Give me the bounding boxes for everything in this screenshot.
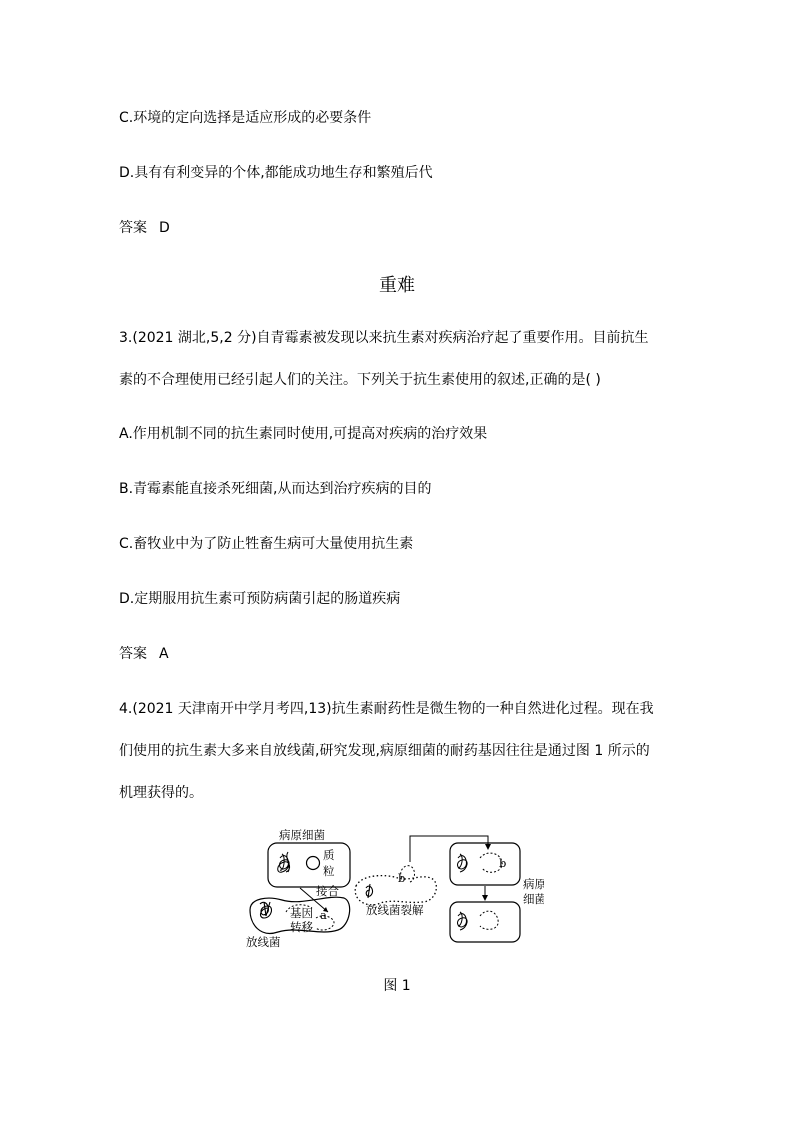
q2-option-c: C.环境的定向选择是适应形成的必要条件	[119, 110, 372, 126]
label-pathogen-top: 病原细菌	[279, 828, 325, 842]
label-gene-1: 基因	[290, 906, 313, 920]
q2-answer	[119, 218, 170, 238]
q3-stem-line-1: 3.(2021 湖北,5,2 分)自青霉素被发现以来抗生素对疾病治疗起了重要作用。目前抗生	[119, 330, 649, 346]
plasmid-b-bottom	[480, 911, 498, 929]
actinomycete-chromosome	[260, 902, 271, 918]
answer-label: 答案	[119, 646, 147, 662]
label-lysis: 放线菌裂解	[366, 903, 424, 917]
q2-option-d: D.具有有利变异的个体,都能成功地生存和繁殖后代	[119, 165, 433, 181]
q3-answer	[119, 644, 169, 664]
q3-option-c: C.畜牧业中为了防止牲畜生病可大量使用抗生素	[119, 536, 414, 552]
label-plasmid-2: 粒	[323, 864, 335, 878]
lysed-chromosome	[366, 884, 373, 898]
section-title: 重难	[379, 275, 415, 296]
q3-stem-line-2: 素的不合理使用已经引起人们的关注。下列关于抗生素使用的叙述,正确的是( )	[119, 372, 601, 388]
q4-stem-line-1: 4.(2021 天津南开中学月考四,13)抗生素耐药性是微生物的一种自然进化过程。现在我	[119, 701, 654, 717]
label-actinomycete: 放线菌	[246, 935, 281, 949]
label-pathogen-right-1: 病原	[523, 877, 544, 891]
pathogen-cell-right-top	[450, 843, 520, 885]
label-conjugation: 接合	[316, 884, 339, 898]
q4-stem-line-2: 们使用的抗生素大多来自放线菌,研究发现,病原细菌的耐药基因往往是通过图 1 所示的	[119, 743, 650, 759]
q3-option-a: A.作用机制不同的抗生素同时使用,可提高对疾病的治疗效果	[119, 426, 488, 442]
label-pathogen-right-2: 细菌	[523, 892, 544, 906]
q3-option-d: D.定期服用抗生素可预防病菌引起的肠道疾病	[119, 591, 401, 607]
uptake-arrow	[410, 836, 488, 862]
answer-value: D	[159, 220, 170, 236]
plasmid-circle	[307, 857, 320, 870]
label-plasmid-1: 质	[323, 848, 335, 862]
mechanism-diagram	[244, 828, 544, 958]
answer-value: A	[159, 646, 169, 662]
label-gene-b-right: b	[499, 856, 507, 870]
pathogen-cell-top	[268, 843, 350, 887]
label-gene-a: a	[320, 908, 327, 922]
division-arrowhead	[482, 895, 488, 901]
pathogen-right-chromosome-bottom	[458, 912, 468, 930]
figure-caption: 图 1	[383, 978, 411, 994]
label-gene-b-left: b	[398, 871, 406, 885]
chromosome-coil	[278, 852, 290, 872]
q3-option-b: B.青霉素能直接杀死细菌,从而达到治疗疾病的目的	[119, 481, 432, 497]
q4-stem-line-3: 机理获得的。	[119, 785, 203, 801]
pathogen-right-chromosome-top	[458, 854, 468, 872]
uptake-arrowhead	[485, 844, 491, 850]
figure-1	[244, 828, 544, 958]
pathogen-cell-right-bottom	[450, 902, 520, 942]
label-gene-2: 转移	[290, 920, 313, 934]
answer-label: 答案	[119, 220, 147, 236]
